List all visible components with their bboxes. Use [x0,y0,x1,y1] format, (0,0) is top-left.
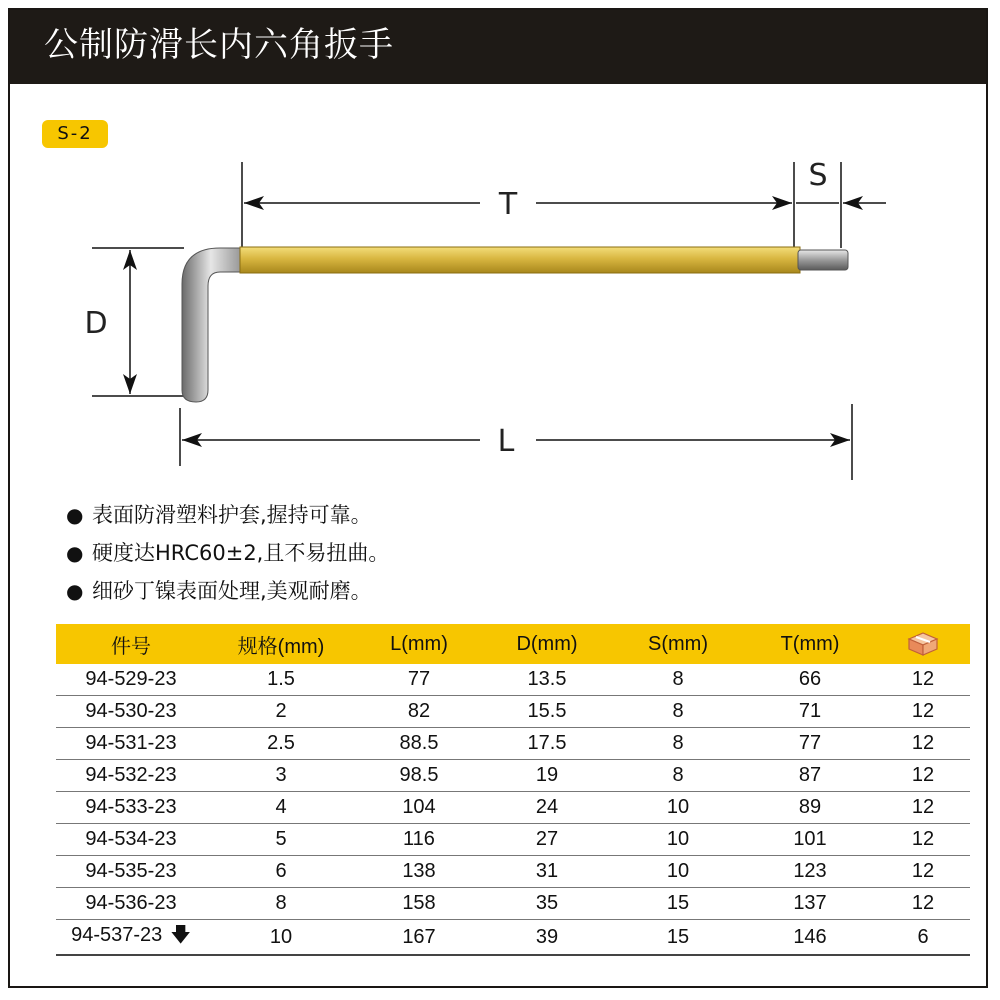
cell-l: 104 [356,792,482,824]
cell-l: 77 [356,664,482,696]
cell-d: 24 [482,792,612,824]
cell-l: 167 [356,920,482,956]
cell-part-number: 94-530-23 [56,696,206,728]
grip-sleeve [240,247,800,273]
cell-s: 8 [612,728,744,760]
cell-t: 146 [744,920,876,956]
col-header-l: L(mm) [356,624,482,664]
cell-l: 158 [356,888,482,920]
cell-d: 27 [482,824,612,856]
wrench-diagram [10,10,986,490]
cell-d: 15.5 [482,696,612,728]
short-leg [182,248,246,402]
cell-d: 31 [482,856,612,888]
cell-s: 15 [612,888,744,920]
cell-t: 87 [744,760,876,792]
cell-quantity: 12 [876,664,970,696]
cell-part-number: 94-536-23 [56,888,206,920]
cell-size: 2.5 [206,728,356,760]
spec-table [56,624,970,956]
cell-part-number: 94-532-23 [56,760,206,792]
cell-t: 137 [744,888,876,920]
cell-d: 17.5 [482,728,612,760]
table-row [56,920,970,956]
cell-part-number: 94-531-23 [56,728,206,760]
bullet-icon: ● [66,503,84,527]
cell-l: 98.5 [356,760,482,792]
cell-t: 77 [744,728,876,760]
table-row [56,760,970,792]
product-sheet [8,8,988,988]
bullet-icon: ● [66,541,84,565]
table-row [56,888,970,920]
feature-item: ● 表面防滑塑料护套,握持可靠。 [66,496,389,534]
cell-part-number: 94-534-23 [56,824,206,856]
col-header-s: S(mm) [612,624,744,664]
table-row [56,792,970,824]
hex-wrench-illustration [182,247,848,402]
feature-item: ● 细砂丁镍表面处理,美观耐磨。 [66,572,389,610]
cell-size: 3 [206,760,356,792]
cell-d: 19 [482,760,612,792]
cell-l: 82 [356,696,482,728]
cell-t: 66 [744,664,876,696]
cell-d: 13.5 [482,664,612,696]
material-badge: S-2 [42,120,108,148]
table-row [56,696,970,728]
cell-s: 15 [612,920,744,956]
table-row [56,728,970,760]
cell-d: 39 [482,920,612,956]
cell-size: 8 [206,888,356,920]
table-header-row [56,624,970,664]
cell-s: 8 [612,760,744,792]
cell-quantity: 12 [876,728,970,760]
cell-size: 5 [206,824,356,856]
dimension-label-l: L [497,424,515,459]
cell-s: 8 [612,696,744,728]
cell-s: 10 [612,792,744,824]
cell-part-number: 94-533-23 [56,792,206,824]
cell-size: 4 [206,792,356,824]
cell-size: 6 [206,856,356,888]
cell-quantity: 12 [876,888,970,920]
cell-d: 35 [482,888,612,920]
cell-quantity: 12 [876,856,970,888]
dimension-label-t: T [498,187,518,222]
cell-size: 2 [206,696,356,728]
cell-quantity: 12 [876,760,970,792]
cell-t: 101 [744,824,876,856]
col-header-d: D(mm) [482,624,612,664]
hex-tip [798,250,848,270]
cell-t: 71 [744,696,876,728]
cell-t: 89 [744,792,876,824]
page-title: 公制防滑长内六角扳手 [44,25,394,65]
dimension-label-s: S [808,158,828,193]
cell-quantity: 12 [876,696,970,728]
table-row [56,824,970,856]
cell-t: 123 [744,856,876,888]
feature-item: ● 硬度达HRC60±2,且不易扭曲。 [66,534,389,572]
cell-quantity: 12 [876,792,970,824]
cell-l: 116 [356,824,482,856]
table-row [56,856,970,888]
cell-quantity: 12 [876,824,970,856]
col-header-t: T(mm) [744,624,876,664]
cell-quantity: 6 [876,920,970,956]
col-header-quantity [876,624,970,664]
col-header-size: 规格(mm) [206,624,356,664]
cell-part-number: 94-537-23 🡇 [56,920,206,956]
cell-l: 88.5 [356,728,482,760]
down-arrow-icon: 🡇 [170,924,191,946]
cell-s: 8 [612,664,744,696]
bullet-icon: ● [66,579,84,603]
cell-s: 10 [612,824,744,856]
box-icon [907,631,939,657]
cell-part-number: 94-529-23 [56,664,206,696]
dimension-label-d: D [84,306,108,341]
cell-size: 1.5 [206,664,356,696]
cell-size: 10 [206,920,356,956]
feature-list [66,496,389,610]
cell-part-number: 94-535-23 [56,856,206,888]
col-header-part-number: 件号 [56,624,206,664]
cell-l: 138 [356,856,482,888]
table-row [56,664,970,696]
cell-s: 10 [612,856,744,888]
